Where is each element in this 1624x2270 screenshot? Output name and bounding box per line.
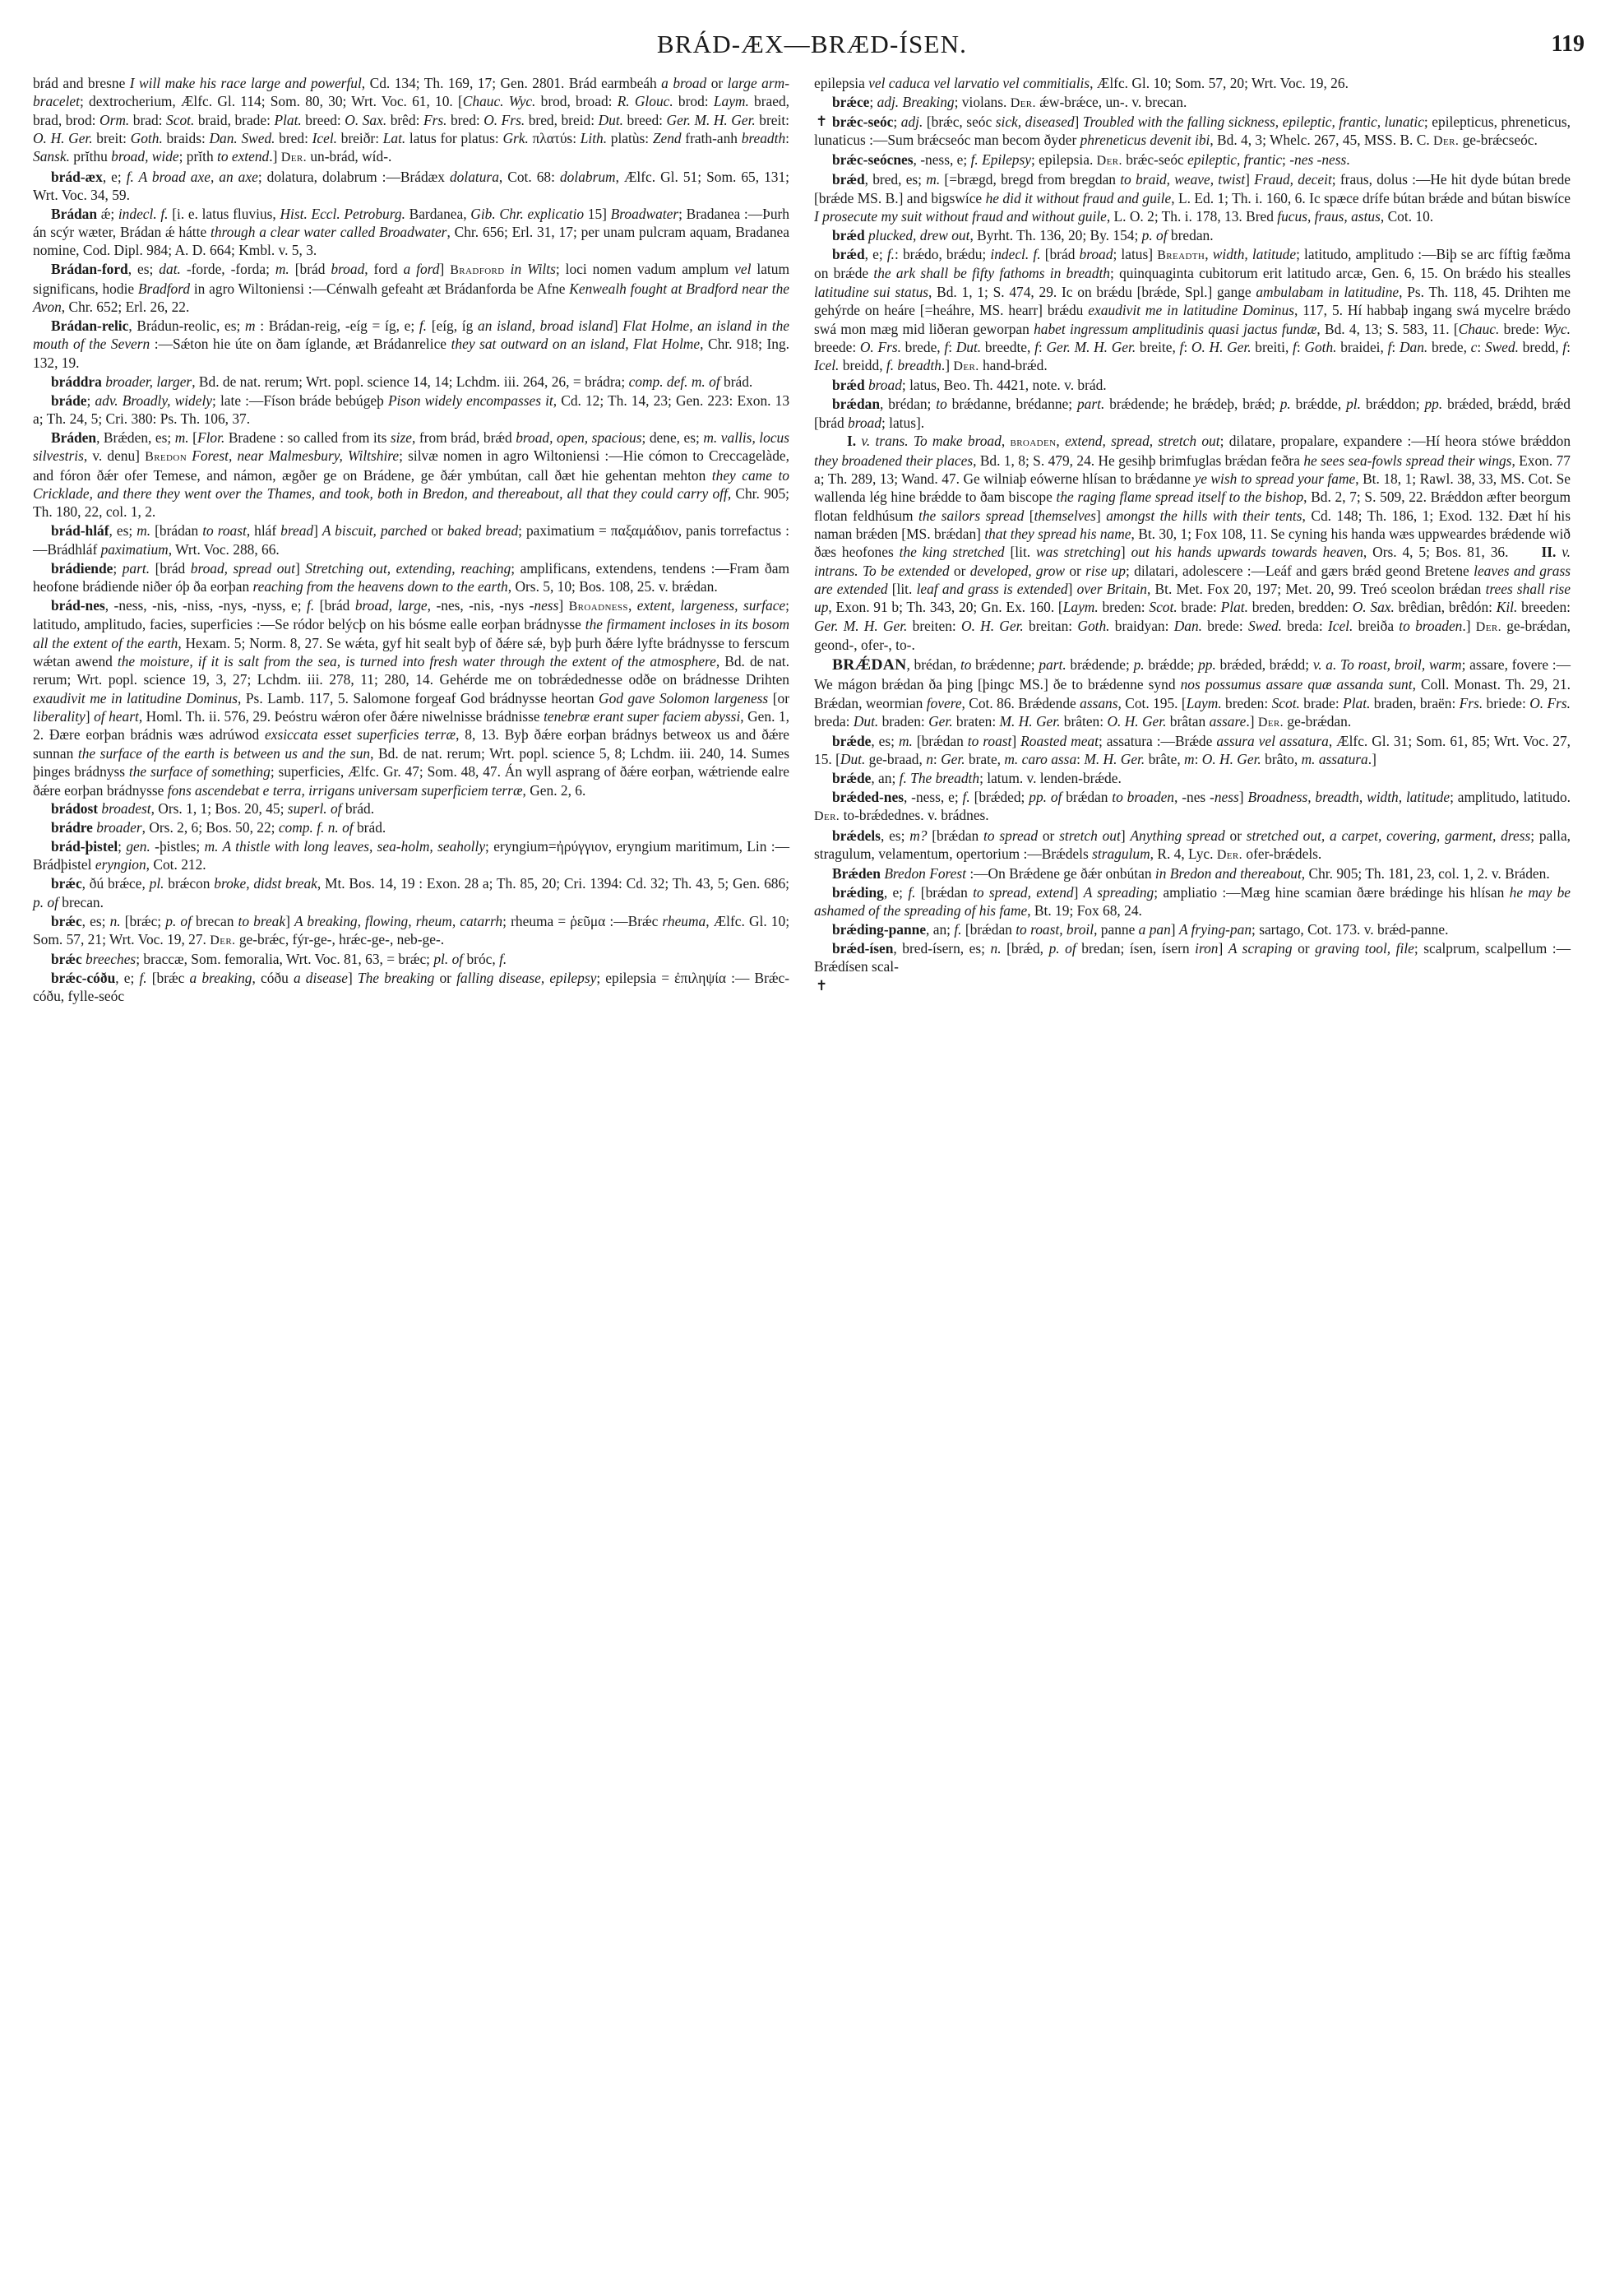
dictionary-entry: brǽded-nes, -ness, e; f. [brǽded; pp. of brǽdan to broaden, -nes -ness] Broadness, breadth, width, latitude; amplitudo, latitudo. Der. to-brǽdednes. v. brádnes. bbox=[814, 789, 1571, 824]
dictionary-entry: bráde; adv. Broadly, widely; late :—Físon bráde bebúgeþ Pison widely encompasses it, Cd. 12; Th. 14, 23; Gen. 223: Exon. 13 a; Th. 24, 5; Cri. 380: Ps. Th. 106, 37. bbox=[33, 391, 790, 427]
dictionary-entry: Bráden, Brǽden, es; m. [Flor. Bradene : so called from its size, from brád, brǽd broad, open, spacious; dene, es; m. vallis, locus silvestris, v. denu] Bredon Forest, near Malmesbury, Wiltshire; silvæ nomen in agro Wiltoniensi :—Hie cómon to Creccagelàde, and fóron ðǽr ofer Temese, and námon, ægðer ge on Brádene, ge ðǽr ymbútan, call ðæt hie gehentan mehton they came to Cricklade, and there they went over the Thames, and took, both in Bredon, and thereabout, all that they could carry off, Chr. 905; Th. 180, 22, col. 1, 2. bbox=[33, 429, 790, 521]
dictionary-entry: brǽdels, es; m? [brǽdan to spread or stretch out] Anything spread or stretched out, a carpet, covering, garment, dress; palla, stragulum, velamentum, opertorium :—Brǽdels stragulum, R. 4, Lyc. Der. ofer-brǽdels. bbox=[814, 827, 1571, 862]
dictionary-entry: brádost broadest, Ors. 1, 1; Bos. 20, 45; superl. of brád. bbox=[51, 800, 375, 818]
column-separator-mark-bottom: ✝ bbox=[816, 978, 828, 994]
dictionary-entry: bráddra broader, larger, Bd. de nat. rerum; Wrt. popl. science 14, 14; Lchdm. iii. 264, 26, = brádra; comp. def. m. of brád. bbox=[51, 373, 753, 390]
dictionary-entry: brǽd, bred, es; m. [=brægd, bregd from bregdan to braid, weave, twist] Fraud, deceit; fraus, dolus :—He hit dyde bútan brede [brǽde MS. B.] and bigswíce he did it without fraud and guile, L. Ed. 1; Th. i. 160, 6. Ic spæce drífe bútan brǽde and bútan biswíce I prosecute my suit without fraud and without guile, L. O. 2; Th. i. 178, 13. Bred fucus, fraus, astus, Cot. 10. bbox=[814, 171, 1571, 225]
dictionary-entry: brǽd-ísen, bred-ísern, es; n. [brǽd, p. of bredan; ísen, ísern iron] A scraping or graving tool, file; scalprum, scalpellum :—Brǽdísen scal- bbox=[814, 939, 1571, 975]
dictionary-entry: brád-þistel; gen. -þistles; m. A thistle with long leaves, sea-holm, seaholly; eryngium=ἠρύγγιον, eryngium maritimum, Lin :— Brádþistel eryngion, Cot. 212. bbox=[33, 838, 789, 873]
columns-container bbox=[33, 74, 1591, 1006]
dictionary-entry: brǽc breeches; braccæ, Som. femoralia, Wrt. Voc. 81, 63, = brǽc; pl. of bróc, f. bbox=[51, 950, 507, 967]
dictionary-entry: Brádan-relic, Brádun-reolic, es; m : Brádan-reig, -eíg = íg, e; f. [eíg, íg an island, broad island] Flat Holme, an island in the mouth of the Severn :—Sǽton hie úte on ðam íglande, æt Brádanrelice they sat outward on an island, Flat Holme, Chr. 918; Ing. 132, 19. bbox=[33, 317, 790, 371]
page-number: 119 bbox=[1551, 31, 1585, 57]
right-column bbox=[814, 74, 1571, 1006]
left-column bbox=[33, 74, 789, 1006]
dictionary-entry: brǽd plucked, drew out, Byrht. Th. 136, 20; By. 154; p. of bredan. bbox=[832, 227, 1214, 244]
dictionary-entry: brǽd, e; f.: brǽdo, brǽdu; indecl. f. [brád broad; latus] Breadth, width, latitude; latitudo, amplitudo :—Biþ se arc fíftig fæðma on brǽde the ark shall be fifty fathoms in breadth; quinquaginta cubitorum erit latitudo arcæ, Gen. 6, 15. On brǽdo his stealles latitudine sui status, Bd. 1, 1; S. 474, 29. Ic on brǽdu [brǽde, Spl.] gange ambulabam in latitudine, Ps. Th. 118, 45. Drihten me gehýrde on heáre [=heáhre, MS. hearr] brǽdu exaudivit me in latitudine Dominus, 117, 5. Hí habbaþ ingang swá mycelre brǽdo swá mon mæg mid liðeran geworpan habet ingressum amplitudinis quasi jactus fundæ, Bd. 4, 13; S. 583, 11. [Chauc. brede: Wyc. breede: O. Frs. brede, f: Dut. breedte, f: Ger. M. H. Ger. breite, f: O. H. Ger. breiti, f: Goth. braidei, f: Dan. brede, c: Swed. bredd, f: Icel. breidd, f. breadth.] Der. hand-brǽd. bbox=[814, 245, 1571, 374]
dictionary-entry: brǽc-seóc; adj. [brǽc, seóc sick, diseased] Troubled with the falling sickness, epileptic, frantic, lunatic; epilepticus, phreneticus, lunaticus :—Sum brǽcseóc man becom ðyder phreneticus devenit ibi, Bd. 4, 3; Whelc. 267, 45, MSS. B. C. Der. ge-brǽcseóc. bbox=[814, 113, 1571, 149]
page-header bbox=[33, 25, 1591, 69]
dictionary-entry: brǽd broad; latus, Beo. Th. 4421, note. v. brád. bbox=[832, 377, 1107, 394]
dictionary-entry: brǽde, an; f. The breadth; latum. v. lenden-brǽde. bbox=[832, 770, 1122, 787]
dictionary-entry: brǽc, es; n. [brǽc; p. of brecan to break] A breaking, flowing, rheum, catarrh; rheuma = ῥεῦμα :—Brǽc rheuma, Ælfc. Gl. 10; Som. 57, 21; Wrt. Voc. 19, 27. Der. ge-brǽc, fýr-ge-, hrǽc-ge-, neb-ge-. bbox=[33, 912, 790, 947]
dictionary-entry: Brádan-ford, es; dat. -forde, -forda; m. [brád broad, ford a ford] Bradford in Wilts; loci nomen vadum amplum vel latum significans, hodie Bradford in agro Wiltoniensi :—Cénwalh gefeaht æt Brádanforda be Afne Kenwealh fought at Bradford near the Avon, Chr. 652; Erl. 26, 22. bbox=[33, 261, 790, 316]
dictionary-entry: brǽdan, brédan; to brǽdanne, brédanne; part. brǽdende; he brǽdeþ, brǽd; p. brǽdde, pl. brǽddon; pp. brǽded, brǽdd, brǽd [brád broad; latus]. I. v. trans. To make broad, broaden, extend, spread, stretch out; dilatare, propalare, expandere :—Hí heora stówe brǽddon they broadened their places, Bd. 1, 8; S. 479, 24. He gesihþ brimfuglas brǽdan feðra he sees sea-fowls spread their wings, Exon. 77 a; Th. 289, 13; Wand. 47. Ge wilniaþ eówerne hlísan to brǽdanne ye wish to spread your fame, Bt. 18, 1; Rawl. 38, 33, MS. Cot. Se wallenda lég hine brǽdde to ðam biscope the raging flame spread itself to the bishop, Bd. 2, 7; S. 509, 22. Brǽddon æfter beorgum flotan feldhúsum the sailors spread [themselves] amongst the hills with their tents, Cd. 148; Th. 186, 1; Exod. 132. Ðæt hí his naman brǽden [MS. brǽdan] that they spread his name, Bt. 30, 1; Fox 108, 11. Se cyning his handa wæs uppweardes brǽdende wið ðæs heofones the king stretched [lit. was stretching] out his hands upwards towards heaven, Ors. 4, 5; Bos. 81, 36. II. v. intrans. To be extended or developed, grow or rise up; dilatari, adolescere :—Leáf and gærs brǽd geond Bretene leaves and grass are extended [lit. leaf and grass is extended] over Britain, Bt. Met. Fox 20, 197; Met. 20, 99. Treó sceolon brǽdan trees shall rise up, Exon. 91 b; Th. 343, 20; Gn. Ex. 160. [Laym. breden: Scot. brade: Plat. breden, bredden: O. Sax. brêdian, brêdón: Kil. breeden: Ger. M. H. Ger. breiten: O. H. Ger. breitan: Goth. braidyan: Dan. brede: Swed. breda: Icel. breiða to broaden.] Der. ge-brǽdan, geond-, ofer-, to-. bbox=[814, 396, 1571, 654]
dictionary-entry: brád and bresne I will make his race large and powerful, Cd. 134; Th. 169, 17; Gen. 2801. Brád earmbeáh a broad or large arm-bracelet; dextrocherium, Ælfc. Gl. 114; Som. 80, 30; Wrt. Voc. 61, 10. [Chauc. Wyc. brod, broad: R. Glouc. brod: Laym. braed, brad, brod: Orm. brad: Scot. braid, brade: Plat. breed: O. Sax. brêd: Frs. bred: O. Frs. bred, breid: Dut. breed: Ger. M. H. Ger. breit: O. H. Ger. breit: Goth. braids: Dan. Swed. bred: Icel. breiðr: Lat. latus for platus: Grk. πλατύs: Lith. platùs: Zend frath-anh breadth: Sansk. prĭthu broad, wide; prĭth to extend.] Der. un-brád, wíd-. bbox=[33, 75, 790, 165]
dictionary-entry: brǽding, e; f. [brǽdan to spread, extend] A spreading; ampliatio :—Mæg hine scamian ðære brǽdinge his hlísan he may be ashamed of the spreading of his fame, Bt. 19; Fox 68, 24. bbox=[814, 883, 1571, 920]
dictionary-entry: brǽc, ðú brǽce, pl. brǽcon broke, didst break, Mt. Bos. 14, 19 : Exon. 28 a; Th. 85, 20; Cri. 1394: Cd. 32; Th. 43, 5; Gen. 686; p. of brecan. bbox=[33, 875, 789, 910]
dictionary-entry: Brádan ǽ; indecl. f. [i. e. latus fluvius, Hist. Eccl. Petroburg. Bardanea, Gib. Chr. explicatio 15] Broadwater; Bradanea :—Þurh án scýr wæter, Brádan ǽ hátte through a clear water called Broadwater, Chr. 656; Erl. 31, 17; per unam pulcram aquam, Bradanea nomine, Cod. Dipl. 984; A. D. 664; Kmbl. v. 5, 3. bbox=[33, 205, 789, 259]
dictionary-entry: Brǽden Bredon Forest :—On Brǽdene ge ðǽr onbútan in Bredon and thereabout, Chr. 905; Th. 181, 23, col. 1, 2. v. Bráden. bbox=[832, 864, 1550, 882]
dictionary-entry: brád-æx, e; f. A broad axe, an axe; dolatura, dolabrum :—Brádæx dolatura, Cot. 68: dolabrum, Ælfc. Gl. 51; Som. 65, 131; Wrt. Voc. 34, 59. bbox=[33, 168, 789, 203]
dictionary-entry: brǽce; adj. Breaking; violans. Der. ǽw-brǽce, un-. v. brecan. bbox=[832, 93, 1187, 110]
dictionary-entry: brǽc-seócnes, -ness, e; f. Epilepsy; epilepsia. Der. brǽc-seóc epileptic, frantic; -nes -ness. bbox=[832, 151, 1350, 169]
dictionary-entry: brád-nes, -ness, -nis, -niss, -nys, -nyss, e; f. [brád broad, large, -nes, -nis, -nys -ness] Broadness, extent, largeness, surface; latitudo, amplitudo, facies, superficies :—Se ródor belýcþ on his bósme ealle eorþan brádnysse the firmament incloses in its bosom all the extent of the earth, Hexam. 5; Norm. 8, 27. Se wǽta, gyf hit sealt byþ of ðǽre sǽ, byþ þurh ðǽre lyfte brádnysse to ferscum wǽtan awend the moisture, if it is salt from the sea, is turned into fresh water through the extent of the atmosphere, Bd. de nat. rerum; Wrt. popl. science 19, 3, 27; Lchdm. iii. 278, 11; 280, 14. Gehérde me on tobrǽdednesse odðe on brádnesse Drihten exaudivit me in latitudine Dominus, Ps. Lamb. 117, 5. Salomone forgeaf God brádnysse heortan God gave Solomon largeness [or liberality] of heart, Homl. Th. ii. 576, 29. Þeóstru wǽron ofer ðǽre niwelnisse brádnisse tenebræ erant super faciem abyssi, Gen. 1, 2. Ðære eorþan brádnis wæs adrúwod exsiccata esset superficies terræ, 8, 13. Byþ ðǽre eorþan brádnys betweox us and ðǽre sunnan the surface of the earth is between us and the sun, Bd. de nat. rerum; Wrt. popl. science 5, 8; Lchdm. iii. 240, 14. Sumes þinges brádnyss the surface of something; superficies, Ælfc. Gr. 47; Som. 48, 47. Án wyll asprang of ðǽre eorþan, wǽtriende ealre ðǽre eorþan brádnysse fons ascendebat e terra, irrigans universam superficiem terræ, Gen. 2, 6. bbox=[33, 596, 790, 799]
dictionary-entry: epilepsia vel caduca vel larvatio vel commitialis, Ælfc. Gl. 10; Som. 57, 20; Wrt. Voc. 19, 26. bbox=[814, 75, 1349, 91]
column-separator-mark-top: ✝ bbox=[816, 114, 828, 129]
dictionary-entry: brǽc-cóðu, e; f. [brǽc a breaking, cóðu a disease] The breaking or falling disease, epilepsy; epilepsia = ἐπιληψία :— Brǽc-cóðu, fylle-seóc bbox=[33, 969, 789, 1005]
dictionary-entry: brǽde, es; m. [brǽdan to roast] Roasted meat; assatura :—Brǽde assura vel assatura, Ælfc. Gl. 31; Som. 61, 85; Wrt. Voc. 27, 15. [Dut. ge-braad, n: Ger. brate, m. caro assa: M. H. Ger. brâte, m: O. H. Ger. brâto, m. assatura.] bbox=[814, 733, 1571, 768]
page-title: BRÁD-ÆX—BRÆD-ÍSEN. bbox=[656, 30, 968, 58]
dictionary-entry: brádiende; part. [brád broad, spread out] Stretching out, extending, reaching; amplificans, extendens, tendens :—Fram ðam heofone brádiende niðer óþ ða eorþan reaching from the heavens down to the earth, Ors. 5, 10; Bos. 108, 25. v. brǽdan. bbox=[33, 559, 789, 595]
dictionary-entry: brád-hláf, es; m. [brádan to roast, hláf bread] A biscuit, parched or baked bread; paximatium = παξαμάδιον, panis torrefactus :—Brádhláf paximatium, Wrt. Voc. 288, 66. bbox=[33, 522, 789, 558]
dictionary-entry: BRǼDAN, brédan, to brǽdenne; part. brǽdende; p. brǽdde; pp. brǽded, brǽdd; v. a. To roast, broil, warm; assare, fovere :—We mágon brǽdan ða þing [þingc MS.] ðe to brǽdenne synd nos possumus assare quæ assanda sunt, Coll. Monast. Th. 29, 21. Brǽdan, weormian fovere, Cot. 86. Brǽdende assans, Cot. 195. [Laym. breden: Scot. brade: Plat. braden, braën: Frs. briede: O. Frs. breda: Dut. braden: Ger. braten: M. H. Ger. brâten: O. H. Ger. brâtan assare.] Der. ge-brǽdan. bbox=[814, 656, 1571, 730]
dictionary-entry: brádre broader, Ors. 2, 6; Bos. 50, 22; comp. f. n. of brád. bbox=[51, 819, 386, 836]
dictionary-entry: brǽding-panne, an; f. [brǽdan to roast, broil, panne a pan] A frying-pan; sartago, Cot. 173. v. brǽd-panne. bbox=[832, 921, 1449, 938]
